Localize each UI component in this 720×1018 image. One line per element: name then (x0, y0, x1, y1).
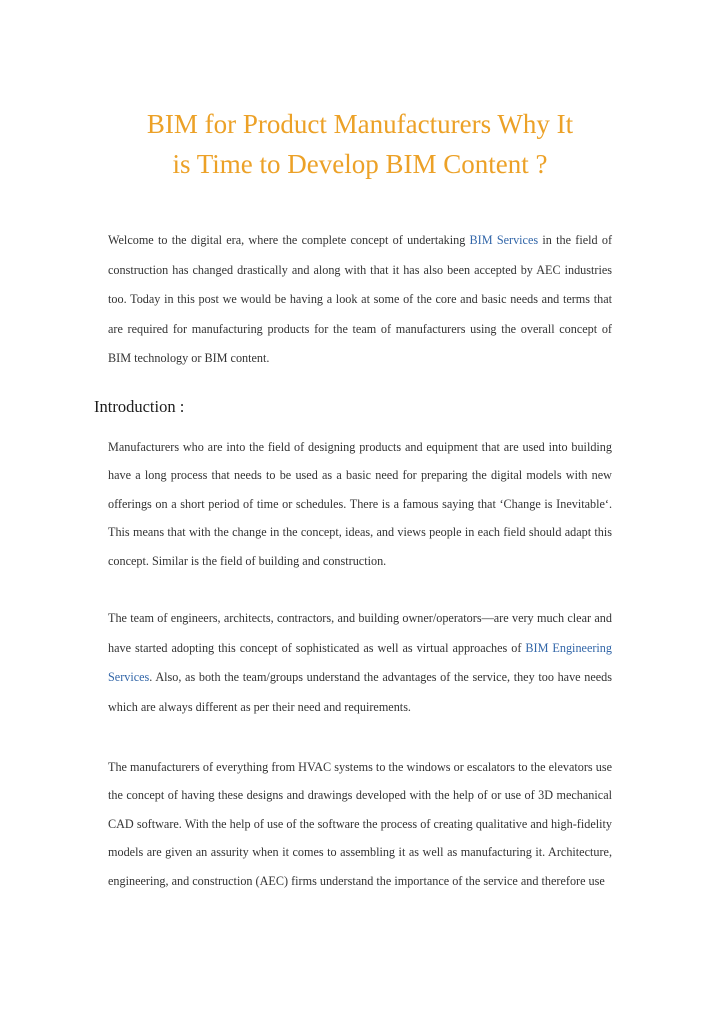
hvac-paragraph: The manufacturers of everything from HVAC systems to the windows or escalators to the elevators use the concept of having these designs and drawings developed with the help of or use of 3D mechanical CAD software. With the help of use of the software the process of creating qualitative and high-fidelity models are given an assurity when it comes to assembling it as well as manufacturing it. Architecture, engineering, and construction (AEC) firms understand the importance of the service and therefore use (108, 760, 612, 888)
title-line-2: is Time to Develop BIM Content ? (172, 149, 548, 179)
title-line-1: BIM for Product Manufacturers Why It (146, 109, 574, 139)
manufacturers-paragraph: Manufacturers who are into the field of designing products and equipment that are used into building have a long process that needs to be used as a basic need for preparing the digital models with new offerings on a short period of time or schedules. There is a famous saying that ‘Change is Inevitable‘. This means that with the change in the concept, ideas, and views people in each field should adapt this concept. Similar is the field of building and construction. (108, 440, 612, 568)
team-text-end: . Also, as both the team/groups understand the advantages of the service, they too have needs which are always different as per their need and requirements. (108, 670, 612, 714)
page-title (60, 104, 660, 184)
introduction-heading: Introduction : (94, 397, 185, 416)
team-text-start: The team of engineers, architects, contractors, and building owner/operators—are very much clear and have started adopting this concept of sophisticated as well as virtual approaches of (108, 611, 612, 655)
team-paragraph (108, 604, 612, 722)
intro-paragraph (108, 226, 612, 374)
intro-text-start: Welcome to the digital era, where the complete concept of undertaking (108, 233, 470, 247)
bim-engineering-services-link[interactable]: BIM Engineering Services (108, 640, 612, 685)
bim-services-link[interactable]: BIM Services (469, 233, 539, 247)
intro-text-end: in the field of construction has changed drastically and along with that it has also been accepted by AEC industries too. Today in this post we would be having a look at some of the core and basic needs and terms that are required for manufacturing products for the team of manufacturers using the overall concept of BIM technology or BIM content. (108, 233, 612, 366)
